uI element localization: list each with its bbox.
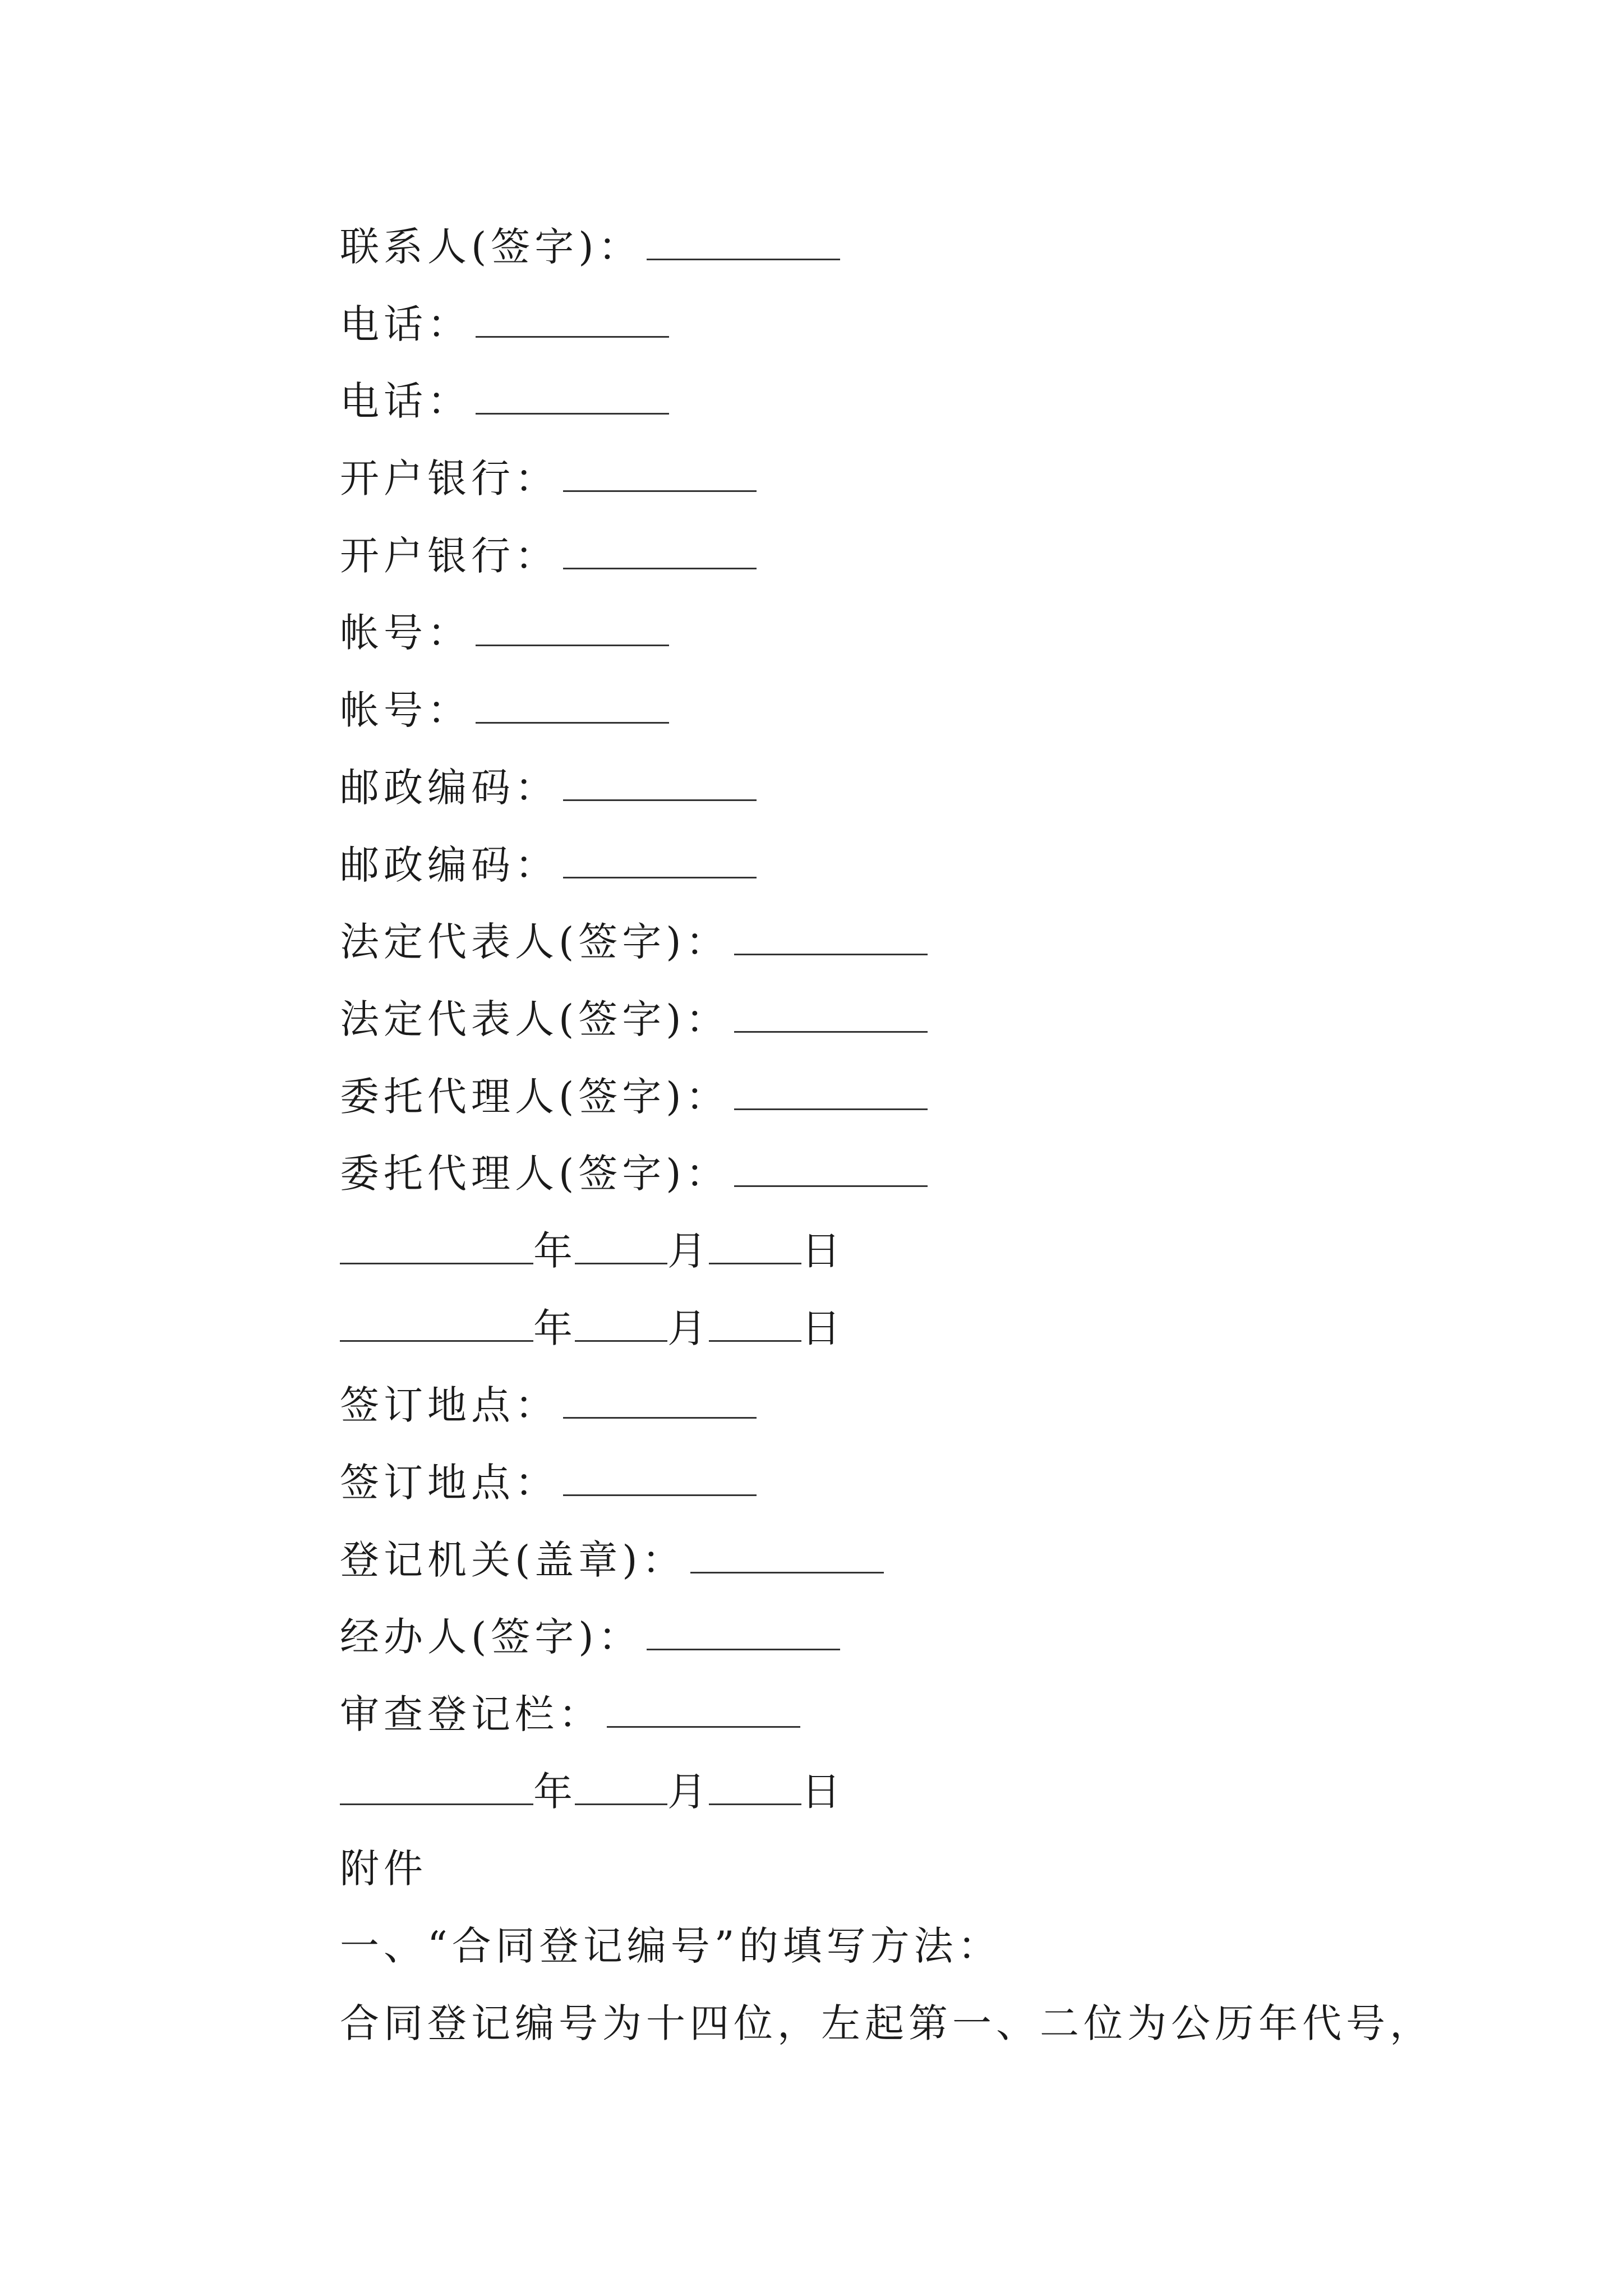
field-label: 经办人(签字)：	[340, 1614, 642, 1660]
field-label: 开户银行：	[340, 455, 559, 502]
form-field-row	[340, 1676, 1461, 1754]
day-blank[interactable]	[709, 1774, 801, 1805]
day-blank[interactable]	[709, 1311, 801, 1342]
fill-in-blank[interactable]	[476, 693, 669, 724]
fill-in-blank[interactable]	[563, 770, 757, 801]
year-blank[interactable]	[340, 1774, 533, 1805]
form-field-row	[340, 595, 1461, 672]
form-field-row	[340, 363, 1461, 440]
date-row	[340, 1213, 1461, 1290]
form-field-row	[340, 518, 1461, 595]
day-label: 日	[801, 1227, 843, 1274]
month-label: 月	[667, 1227, 709, 1274]
day-label: 日	[801, 1305, 843, 1351]
form-field-row	[340, 981, 1461, 1059]
field-label: 法定代表人(签字)：	[340, 919, 730, 965]
field-label: 登记机关(盖章)：	[340, 1536, 686, 1583]
fill-in-blank[interactable]	[563, 539, 757, 569]
year-blank[interactable]	[340, 1311, 533, 1342]
text-line: 合同登记编号为十四位，左起第一、二位为公历年代号，	[340, 2000, 1433, 2046]
form-field-row	[340, 286, 1461, 364]
form-field-row	[340, 1522, 1461, 1599]
form-field-row	[340, 904, 1461, 981]
month-blank[interactable]	[575, 1311, 667, 1342]
form-field-row	[340, 827, 1461, 904]
form-field-row	[340, 1444, 1461, 1522]
year-blank[interactable]	[340, 1234, 533, 1264]
field-label: 邮政编码：	[340, 764, 559, 811]
fill-in-blank[interactable]	[734, 924, 928, 955]
fill-in-blank[interactable]	[647, 1619, 840, 1650]
form-field-row	[340, 1135, 1461, 1213]
form-field-row	[340, 209, 1461, 286]
fill-in-blank[interactable]	[563, 848, 757, 878]
year-label: 年	[533, 1305, 575, 1351]
field-label: 审查登记栏：	[340, 1691, 602, 1738]
field-label: 电话：	[340, 378, 471, 425]
fill-in-blank[interactable]	[690, 1543, 884, 1573]
fill-in-blank[interactable]	[647, 229, 840, 260]
field-label: 签订地点：	[340, 1382, 559, 1429]
form-field-row	[340, 672, 1461, 749]
form-field-row	[340, 1059, 1461, 1136]
form-field-row	[340, 440, 1461, 518]
fill-in-blank[interactable]	[607, 1697, 800, 1728]
contract-signature-section	[340, 209, 1461, 2063]
fill-in-blank[interactable]	[734, 1002, 928, 1033]
fill-in-blank[interactable]	[563, 1388, 757, 1419]
form-field-row	[340, 749, 1461, 827]
field-label: 帐号：	[340, 610, 471, 656]
fill-in-blank[interactable]	[563, 461, 757, 492]
day-blank[interactable]	[709, 1234, 801, 1264]
field-label: 委托代理人(签字)：	[340, 1073, 730, 1120]
field-label: 联系人(签字)：	[340, 224, 642, 270]
day-label: 日	[801, 1768, 843, 1815]
field-label: 签订地点：	[340, 1460, 559, 1506]
year-label: 年	[533, 1768, 575, 1815]
field-label: 电话：	[340, 301, 471, 347]
month-label: 月	[667, 1768, 709, 1815]
month-blank[interactable]	[575, 1234, 667, 1264]
date-row	[340, 1290, 1461, 1368]
text-line: 一、“合同登记编号”的填写方法：	[340, 1923, 1002, 1970]
year-label: 年	[533, 1227, 575, 1274]
month-label: 月	[667, 1305, 709, 1351]
field-label: 帐号：	[340, 687, 471, 734]
form-field-row	[340, 1599, 1461, 1676]
field-label: 邮政编码：	[340, 841, 559, 888]
form-field-row	[340, 1367, 1461, 1444]
fill-in-blank[interactable]	[476, 384, 669, 415]
month-blank[interactable]	[575, 1774, 667, 1805]
fill-in-blank[interactable]	[734, 1079, 928, 1110]
fill-in-blank[interactable]	[476, 615, 669, 646]
fill-in-blank[interactable]	[734, 1156, 928, 1187]
field-label: 开户银行：	[340, 532, 559, 579]
field-label: 法定代表人(签字)：	[340, 996, 730, 1042]
text-line: 附件	[340, 1846, 427, 1892]
date-row	[340, 1754, 1461, 1831]
field-label: 委托代理人(签字)：	[340, 1151, 730, 1197]
fill-in-blank[interactable]	[563, 1465, 757, 1496]
fill-in-blank[interactable]	[476, 307, 669, 338]
